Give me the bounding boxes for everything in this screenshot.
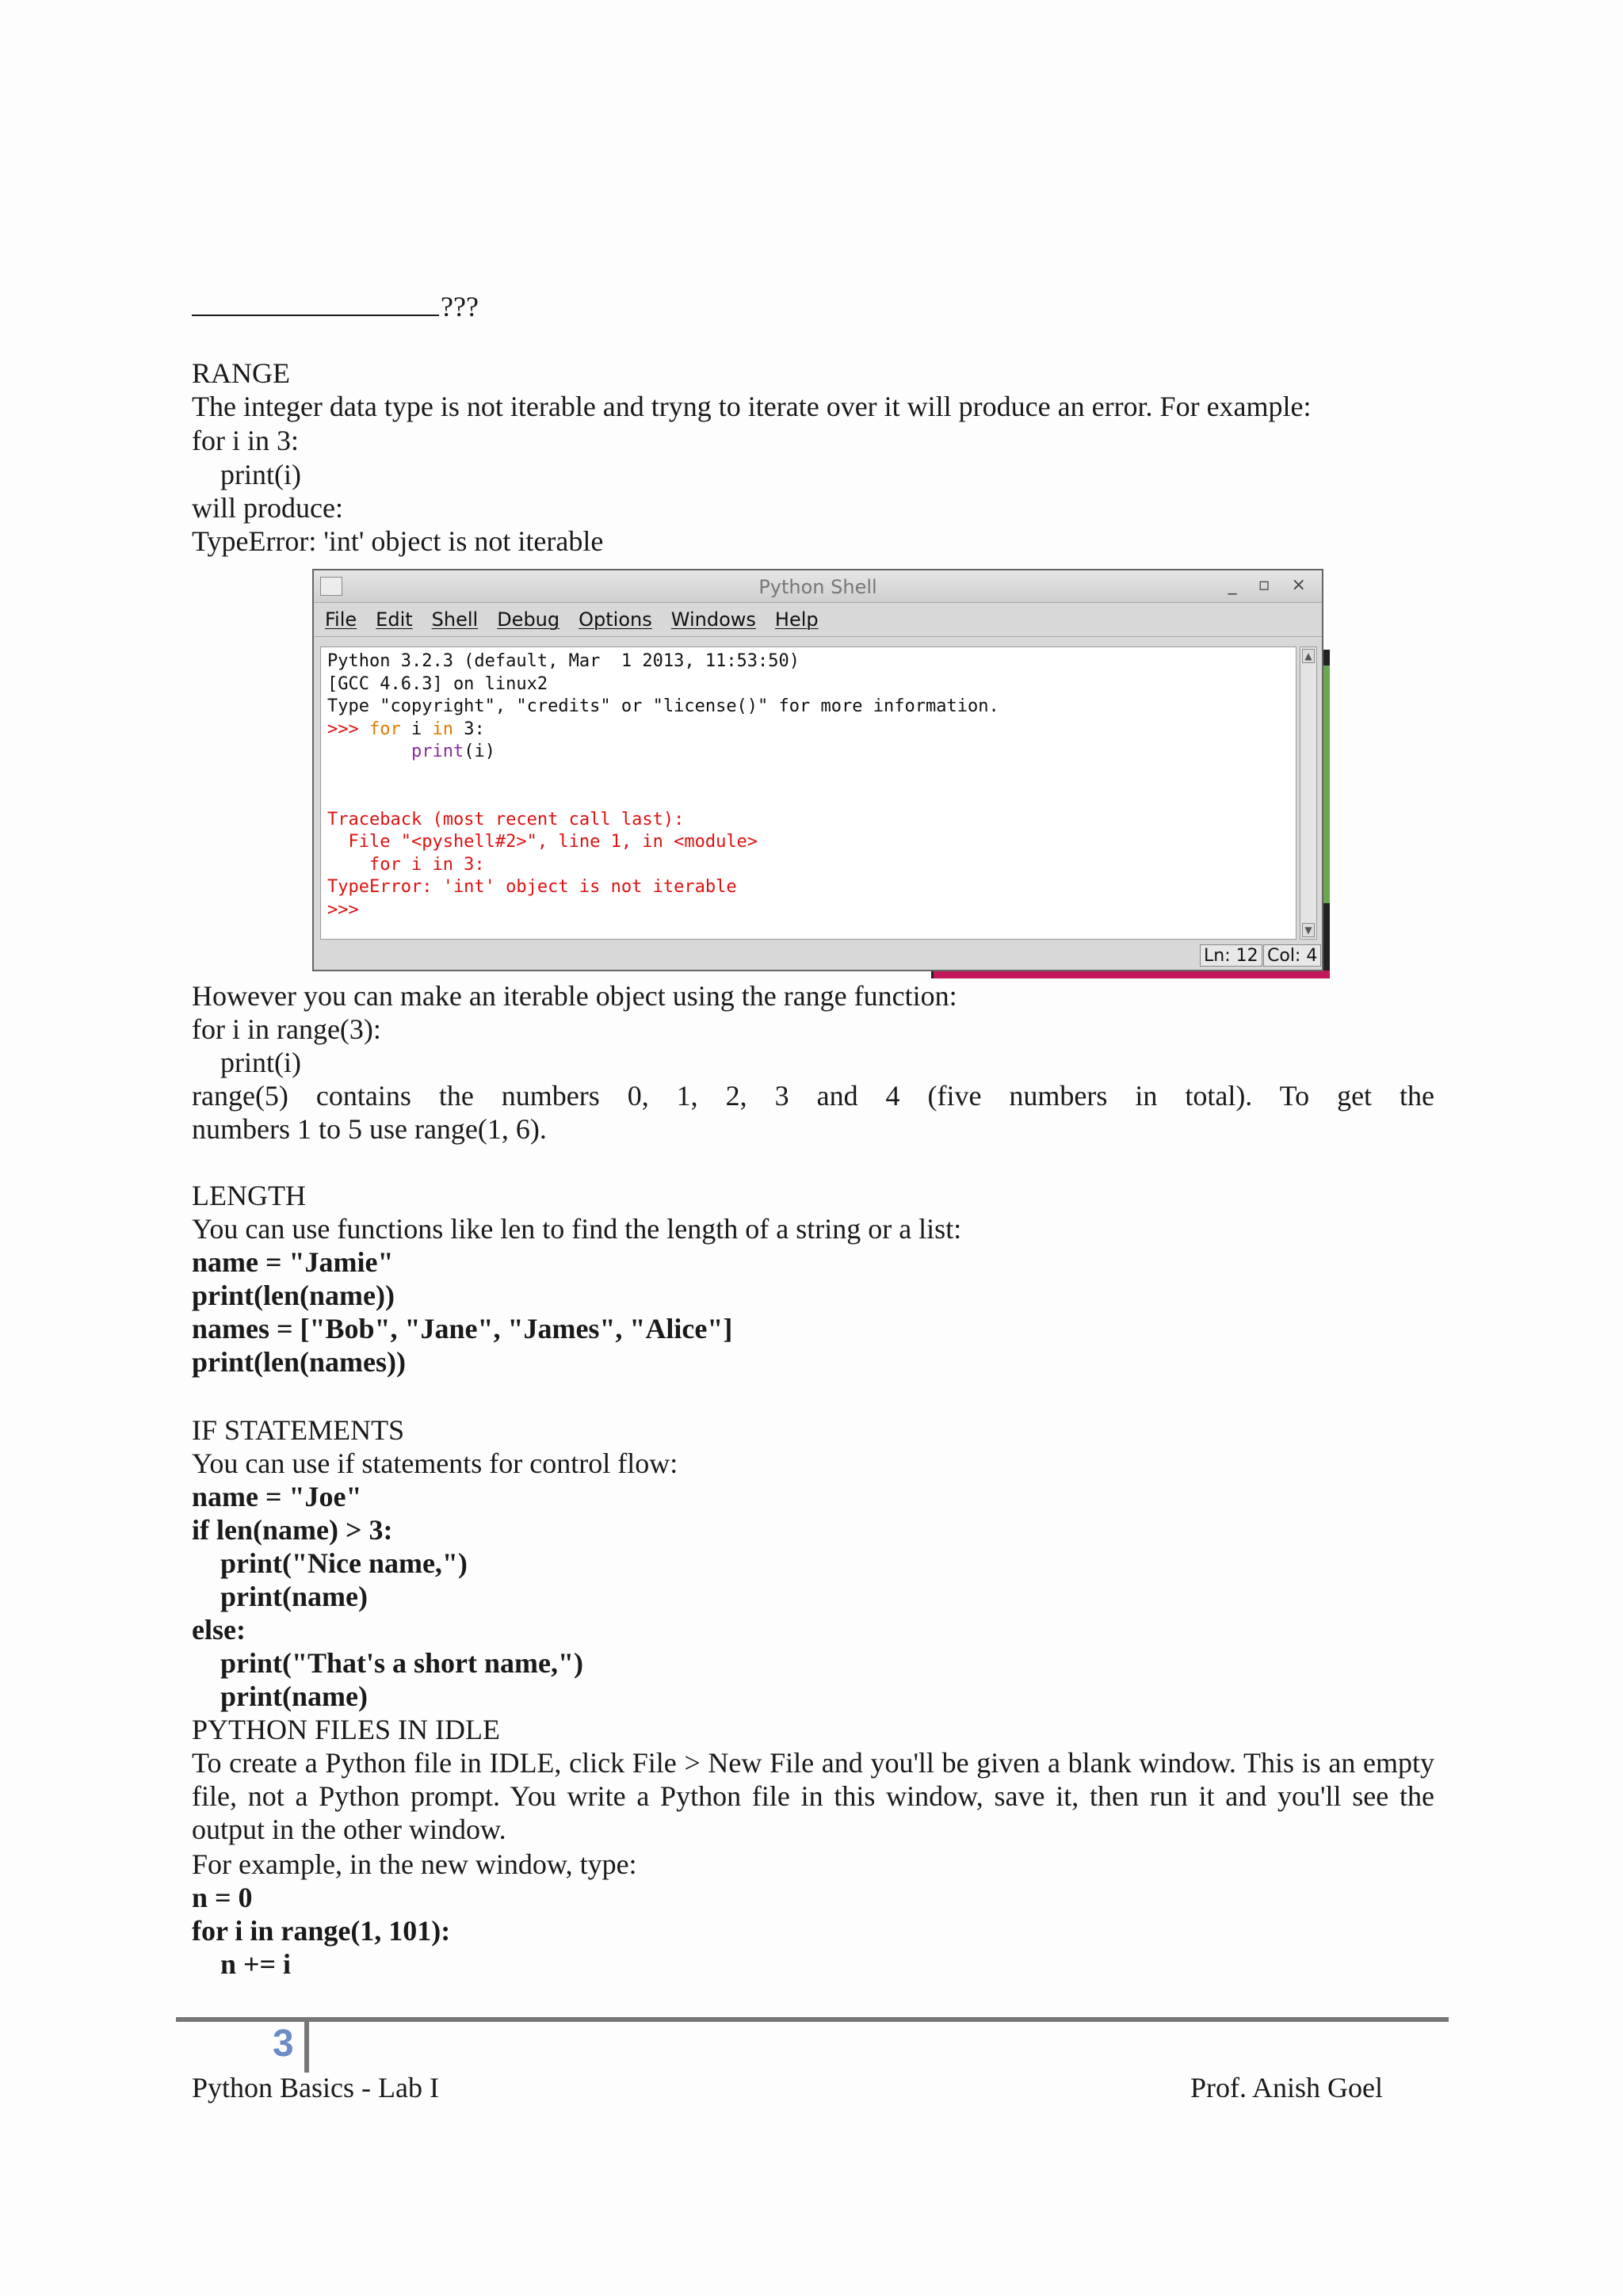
code-line: print(len(name)) xyxy=(192,1280,395,1311)
code-fragment: i xyxy=(400,719,433,739)
code-fragment: (i) xyxy=(464,742,495,761)
menu-file: File xyxy=(325,608,357,631)
shell-line xyxy=(327,786,1296,809)
shell-line: Type "copyright", "credits" or "license()" for more information. xyxy=(327,696,999,716)
code-line: print(i) xyxy=(220,459,301,490)
shell-line: [GCC 4.6.3] on linux2 xyxy=(327,673,548,694)
shell-titlebar xyxy=(314,570,1322,603)
menu-options: Options xyxy=(579,608,652,631)
blank-underline xyxy=(192,291,439,316)
shell-line xyxy=(327,741,1296,764)
code-line: for i in range(3): xyxy=(192,1013,381,1045)
shell-line: Traceback (most recent call last): xyxy=(327,809,685,830)
code-line: print(name) xyxy=(220,1581,368,1612)
window-control-icons: _ ▫ × xyxy=(1228,575,1314,595)
menu-help: Help xyxy=(774,608,819,631)
code-line: else: xyxy=(192,1614,246,1646)
code-line: n += i xyxy=(220,1948,292,1980)
range-fn-intro: However you can make an iterable object using the range function: xyxy=(192,980,957,1012)
section-heading-range: RANGE xyxy=(192,357,290,389)
footer-rule xyxy=(176,2017,1449,2022)
code-line: for i in range(1, 101): xyxy=(192,1915,451,1947)
shell-line: File "<pyshell#2>", line 1, in <module> xyxy=(327,832,758,852)
range-produces: will produce: xyxy=(192,492,343,524)
menu-edit: Edit xyxy=(376,608,413,631)
builtin: print xyxy=(411,742,464,761)
blank-marks: ??? xyxy=(441,291,479,322)
shell-menubar xyxy=(314,603,1322,637)
code-line: if len(name) > 3: xyxy=(192,1514,393,1546)
range-fn-desc: numbers 1 to 5 use range(1, 6). xyxy=(192,1113,547,1145)
code-line: print("Nice name,") xyxy=(220,1547,468,1579)
shell-line: for i in 3: xyxy=(327,854,485,875)
if-intro: You can use if statements for control flow: xyxy=(192,1447,678,1479)
page-number: 3 xyxy=(273,2023,294,2065)
scroll-down-icon: ▼ xyxy=(1302,923,1315,937)
menu-shell: Shell xyxy=(431,608,479,631)
menu-windows: Windows xyxy=(670,608,756,631)
section-heading-length: LENGTH xyxy=(192,1180,306,1211)
section-heading-if: IF STATEMENTS xyxy=(192,1414,405,1446)
section-heading-files: PYTHON FILES IN IDLE xyxy=(192,1714,500,1745)
shell-line xyxy=(327,719,1296,742)
prompt: >>> xyxy=(327,719,369,739)
footer-author: Prof. Anish Goel xyxy=(1190,2072,1383,2103)
code-fragment: 3: xyxy=(453,719,485,739)
code-line: name = "Jamie" xyxy=(192,1246,394,1278)
keyword: in xyxy=(432,719,453,739)
length-intro: You can use functions like len to find the length of a string or a list: xyxy=(192,1213,962,1245)
shell-statusbar xyxy=(314,941,1322,970)
shell-title: Python Shell xyxy=(758,576,877,598)
page-number-divider xyxy=(304,2022,309,2073)
vertical-scrollbar xyxy=(1300,646,1317,940)
code-line: n = 0 xyxy=(192,1882,253,1913)
range-fn-desc: range(5) contains the numbers 0, 1, 2, 3 and 4 (five numbers in total). To get the xyxy=(192,1080,1434,1112)
code-line: print(name) xyxy=(220,1680,368,1712)
code-line: print("That's a short name,") xyxy=(220,1647,583,1679)
menu-debug: Debug xyxy=(497,608,560,631)
files-example: For example, in the new window, type: xyxy=(192,1848,637,1880)
files-paragraph: To create a Python file in IDLE, click File > New File and you'll be given a blank window. This is an empty file, not a Python prompt. You write a Python file in this window, save it, then run it and you'll see the output in the other window. xyxy=(192,1747,1434,1845)
code-line: print(len(names)) xyxy=(192,1346,406,1378)
code-line: name = "Joe" xyxy=(192,1481,362,1512)
code-line: print(i) xyxy=(220,1047,301,1078)
shell-line xyxy=(327,764,1296,787)
code-line: names = ["Bob", "Jane", "James", "Alice"] xyxy=(192,1313,733,1344)
background-window-edge xyxy=(934,971,1330,978)
status-column: Col: 4 xyxy=(1263,944,1321,967)
range-intro: The integer data type is not iterable and tryng to iterate over it will produce an error. For example: xyxy=(192,391,1312,422)
keyword: for xyxy=(369,719,401,739)
python-shell-window xyxy=(312,569,1323,971)
fill-in-blank xyxy=(192,290,479,323)
shell-output xyxy=(320,646,1296,940)
shell-line: TypeError: 'int' object is not iterable xyxy=(327,877,737,897)
scroll-up-icon: ▲ xyxy=(1302,649,1315,663)
code-line: for i in 3: xyxy=(192,425,299,456)
shell-line: Python 3.2.3 (default, Mar 1 2013, 11:53:50) xyxy=(327,651,800,671)
shell-line: >>> xyxy=(327,899,359,920)
status-line: Ln: 12 xyxy=(1200,944,1262,967)
range-error-text: TypeError: 'int' object is not iterable xyxy=(192,525,604,557)
footer-title: Python Basics - Lab I xyxy=(192,2072,439,2103)
